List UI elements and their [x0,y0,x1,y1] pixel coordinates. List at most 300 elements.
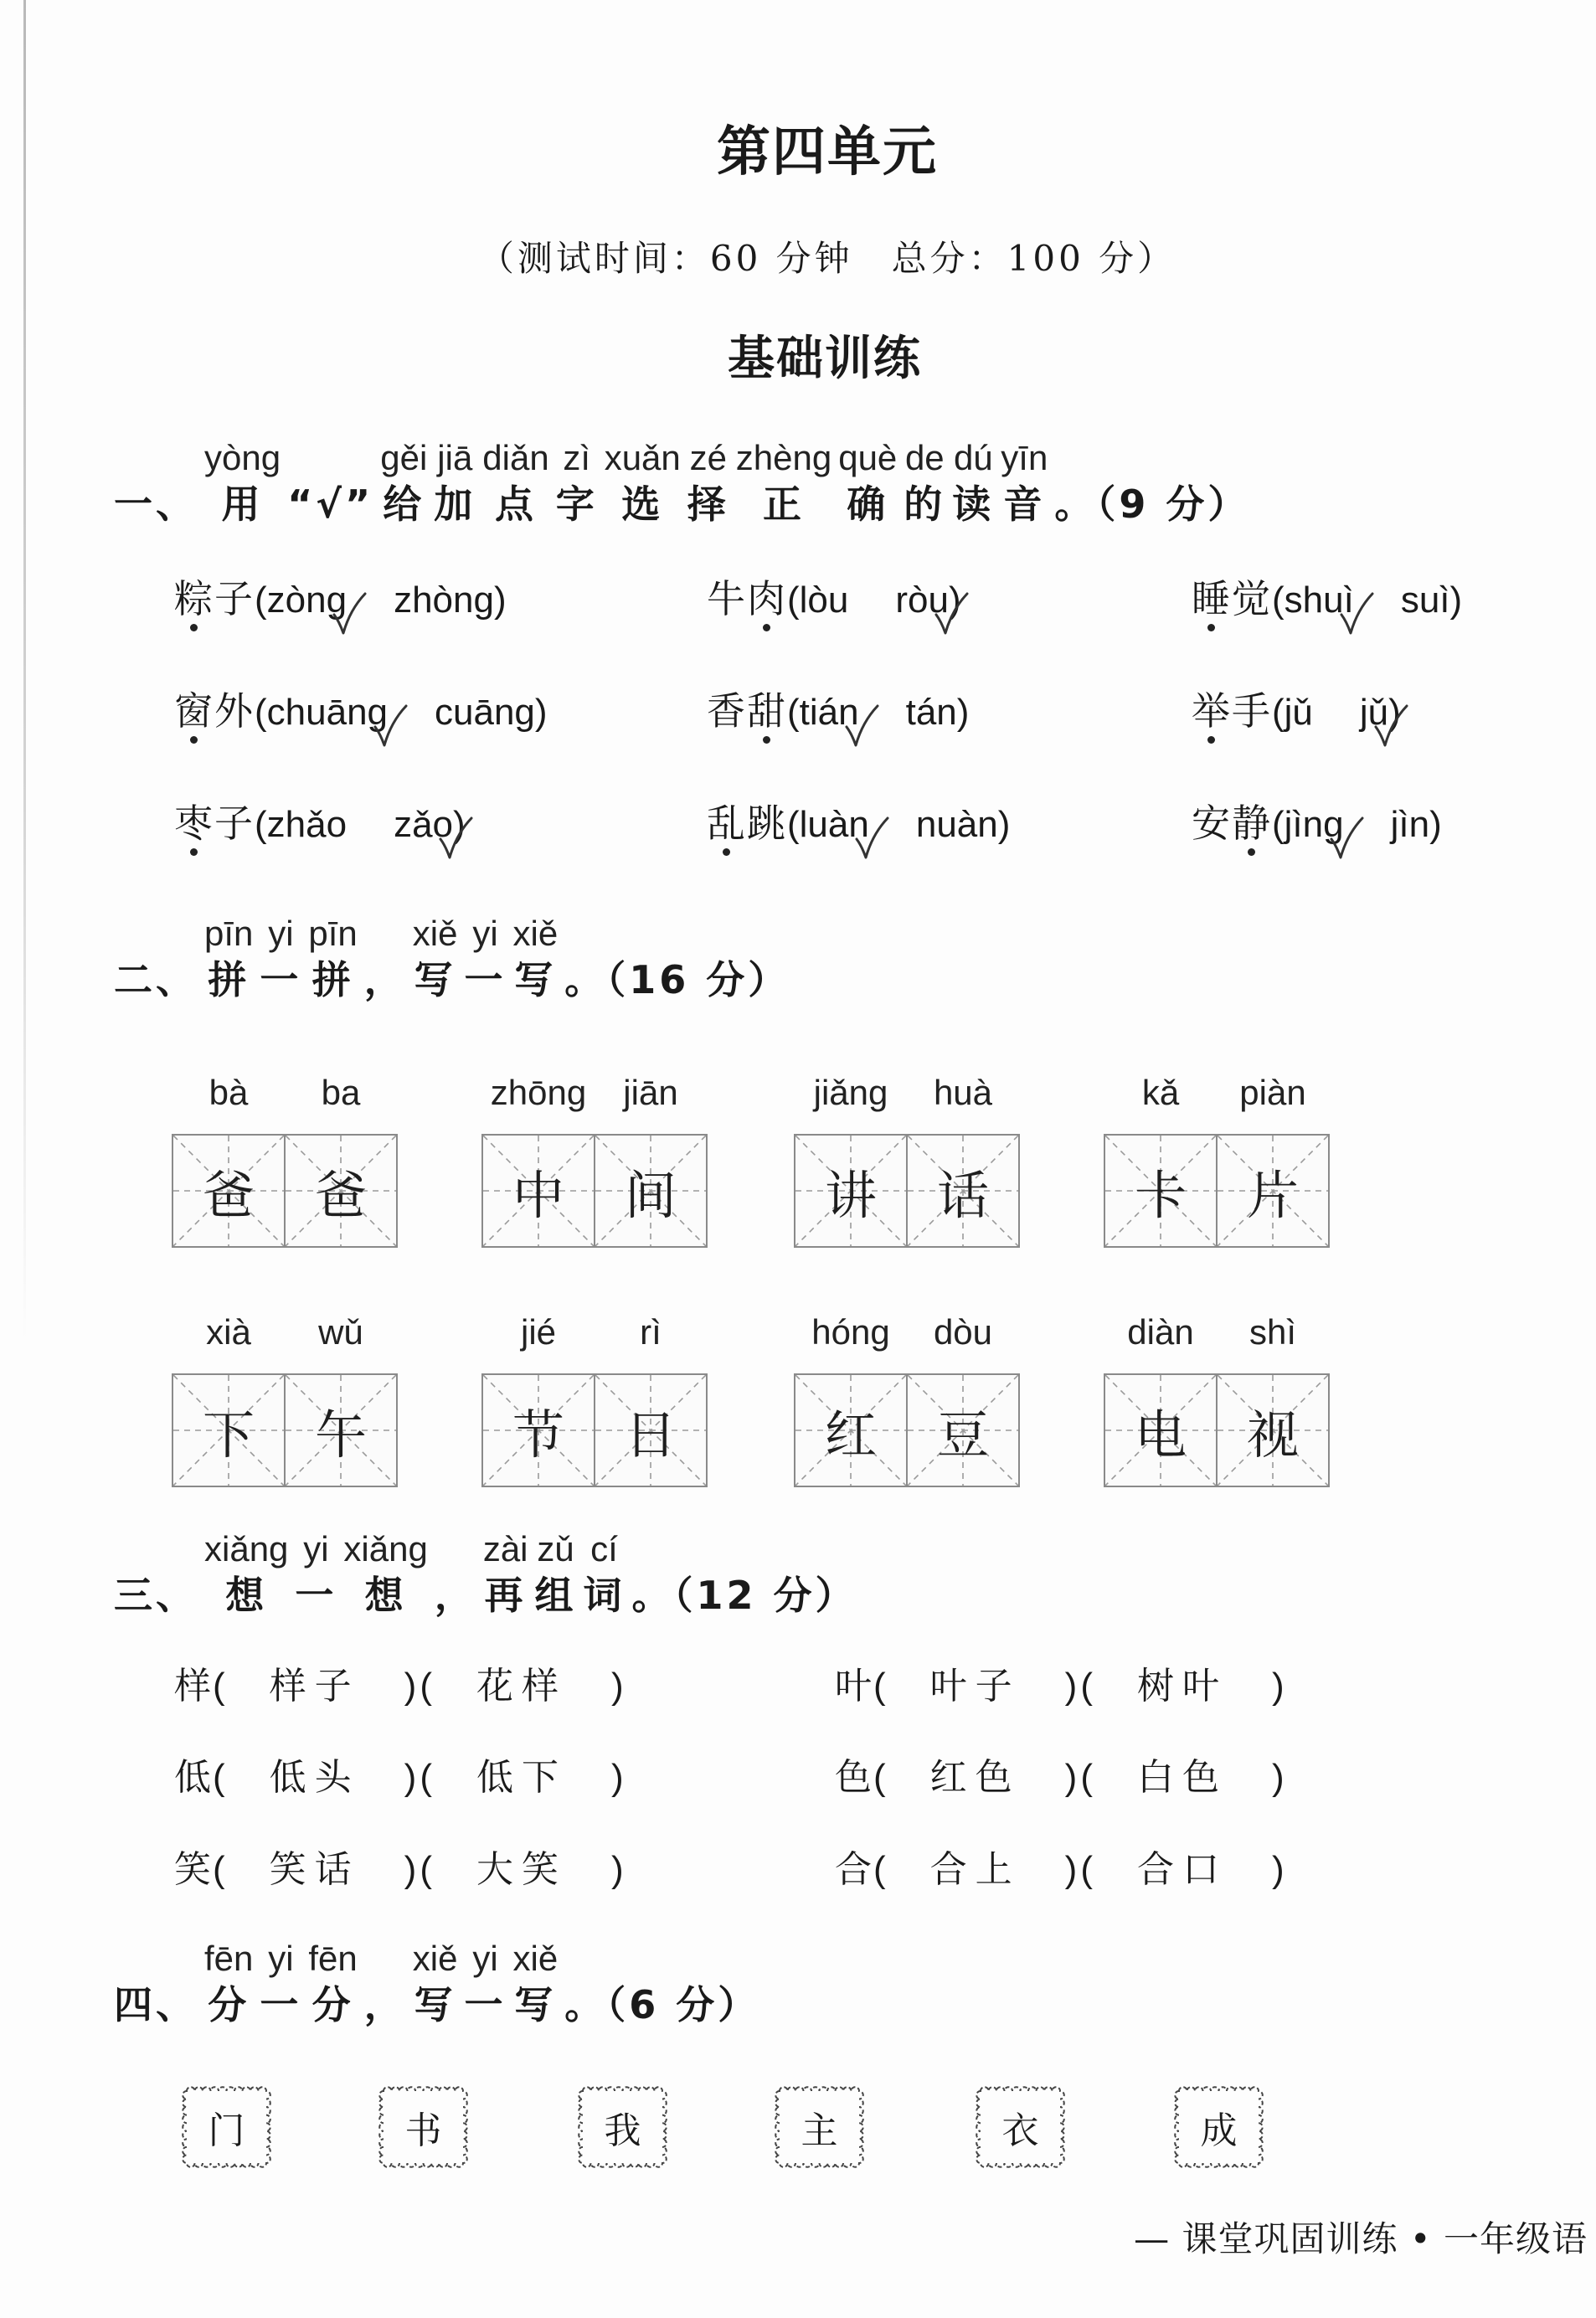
pinyin-option[interactable] [1285,796,1344,854]
heading-segment [835,437,900,529]
pinyin-option-text: jìn [1390,804,1430,845]
grid-cell[interactable] [483,1136,594,1246]
close-paren: ) [610,1757,624,1798]
heading-segment [561,1980,763,2030]
heading-text: 的 [904,482,946,527]
answer-field[interactable]: 花样 [476,1665,567,1708]
heading-pinyin: xiě [512,1939,559,1978]
open-paren: ( [420,1849,432,1890]
heading-segment [479,437,552,529]
word-character: 牛 [707,576,747,621]
heading-pinyin: jiā [437,438,473,477]
check-mark-icon [1373,703,1408,749]
close-paren: ) [1064,1666,1078,1707]
question-3-heading [111,1528,861,1620]
heading-segment [111,1570,201,1620]
reading-item [707,682,969,740]
pinyin-option-text: jǔ [1359,692,1389,733]
character-box [773,2084,866,2170]
heading-text: 正 [763,482,805,527]
pinyin-option[interactable] [267,683,388,742]
heading-pinyin: xiě [412,914,458,953]
heading-segment [580,1528,629,1620]
word-character: 跳 [747,801,787,846]
heading-text: 再 [484,1573,527,1618]
heading-pinyin: xiě [512,914,559,953]
pinyin-option[interactable] [800,683,859,742]
heading-segment [532,1528,580,1620]
open-paren: ( [420,1666,432,1707]
pinyin-option-text: chuāng [266,692,389,733]
heading-segment [284,479,377,529]
pinyin-option-text: zòng [266,580,348,621]
answer-field[interactable]: 红色 [929,1756,1021,1799]
box-character: 成 [1200,2109,1238,2152]
grid-cell[interactable] [906,1136,1018,1246]
grid-cell[interactable] [483,1375,594,1486]
question-4-heading [111,1938,763,2030]
heading-segment [461,1938,509,2030]
grid-character: 下 [202,1404,255,1465]
answer-field[interactable]: 低下 [476,1756,567,1799]
heading-text: 四、 [114,1982,198,2027]
box-character: 衣 [1001,2109,1039,2152]
answer-field[interactable]: 白色 [1136,1756,1228,1799]
heading-segment [201,1528,291,1620]
word-character: 手 [1232,688,1272,734]
grid-pinyin: rì [640,1312,662,1352]
open-paren: ( [1080,1666,1093,1707]
grid-pinyin: piàn [1239,1073,1306,1112]
heading-segment [1051,479,1253,529]
word [707,576,787,621]
open-paren: ( [1080,1849,1093,1890]
heading-segment [361,1980,409,2030]
grid-pinyin: hóng [811,1312,890,1352]
box-character: 门 [208,2109,245,2152]
word [174,801,255,846]
open-paren: ( [1080,1757,1093,1798]
close-paren: ) [1064,1849,1078,1890]
heading-segment [377,437,430,529]
reading-item [174,794,466,853]
grid-pinyin: kǎ [1141,1073,1180,1112]
heading-text: 写 [414,1982,456,2027]
base-character: 笑 [174,1848,211,1891]
close-paren: ) [948,580,961,621]
character-box [180,2084,273,2170]
pinyin-option[interactable] [1285,571,1354,630]
pinyin-option[interactable] [394,571,494,630]
grid-cell[interactable] [906,1375,1018,1486]
grid-cell[interactable] [1216,1136,1328,1246]
heading-segment [509,913,561,1005]
grid-character: 豆 [936,1404,989,1465]
grid-character: 视 [1246,1404,1299,1465]
open-paren: ( [1272,580,1285,621]
pinyin-option[interactable] [394,796,453,854]
heading-text: 二、 [114,957,198,1002]
base-character: 样 [174,1665,211,1708]
base-character: 低 [174,1756,211,1799]
box-character: 主 [801,2109,838,2152]
writing-grid [172,1373,398,1487]
grid-character: 午 [314,1404,367,1465]
word-character: 外 [214,688,255,734]
heading-pinyin: zhèng [735,438,832,477]
grid-character: 片 [1246,1164,1299,1226]
answer-field[interactable]: 笑话 [269,1848,360,1891]
pinyin-option-text: lòu [799,580,849,621]
heading-segment [111,1980,201,2030]
grid-character: 间 [624,1164,677,1226]
heading-text: 想 [225,1573,268,1618]
answer-field[interactable]: 低头 [269,1756,360,1799]
pinyin-option-text: zhǎo [266,804,348,845]
check-mark-icon [1329,816,1364,861]
heading-text: ， [363,957,406,1002]
grid-pinyin: dòu [933,1312,993,1352]
heading-text: 选 [621,482,664,527]
heading-text: 分 [208,1982,250,2027]
close-paren: ) [1064,1757,1078,1798]
grid-cell[interactable] [173,1136,284,1246]
grid-pinyin: huà [933,1073,993,1112]
heading-text: 。（6 分） [564,1982,760,2027]
heading-segment [409,913,461,1005]
writing-grid [481,1134,708,1248]
open-paren: ( [873,1849,886,1890]
pinyin-option-text: shuì [1284,580,1354,621]
pinyin-option[interactable] [1360,683,1388,742]
close-paren: ) [404,1849,417,1890]
pinyin-option-text: nuàn [915,804,998,845]
heading-pinyin: fēn [308,1939,358,1978]
heading-pinyin: xiě [412,1939,458,1978]
pinyin-option-text: suì [1400,580,1450,621]
word-building-item [174,1749,626,1807]
heading-pinyin: yi [268,1939,294,1978]
heading-text: 给 [383,482,425,527]
heading-text: 一 [464,957,507,1002]
pinyin-option[interactable] [435,683,535,742]
heading-pinyin: yi [472,1939,498,1978]
dotted-character: 乱 [707,794,747,853]
answer-field[interactable]: 大笑 [476,1848,567,1891]
box-character: 我 [604,2109,641,2152]
grid-pinyin: ba [321,1073,361,1112]
writing-grid [1104,1373,1330,1487]
heading-segment [201,913,256,1005]
grid-cell[interactable] [1216,1375,1328,1486]
heading-segment [305,913,360,1005]
heading-pinyin: zǔ [537,1529,574,1569]
open-paren: ( [213,1757,225,1798]
heading-segment [733,437,835,529]
heading-text: 一、 [114,482,198,527]
heading-segment [291,1528,340,1620]
close-paren: ) [997,804,1011,845]
pinyin-option[interactable] [267,571,347,630]
close-paren: ) [404,1757,417,1798]
dotted-character: 窗 [174,682,214,740]
pinyin-option[interactable] [916,796,998,854]
heading-pinyin: yīn [1001,438,1048,477]
question-2-heading [111,913,793,1005]
pinyin-option[interactable] [800,571,849,630]
heading-text: 。（9 分） [1054,482,1250,527]
grid-pinyin: wǔ [318,1312,363,1352]
heading-text: 想 [364,1573,407,1618]
answer-field[interactable]: 树叶 [1136,1665,1228,1708]
heading-text: ， [363,1982,406,2027]
heading-text: 词 [583,1573,626,1618]
grid-cell[interactable] [795,1136,906,1246]
heading-text: 写 [414,957,456,1002]
pinyin-option[interactable] [267,796,347,854]
grid-cell[interactable] [594,1375,706,1486]
heading-pinyin: zì [563,438,591,477]
grid-cell[interactable] [173,1375,284,1486]
grid-pinyin: jiān [623,1073,678,1112]
word [1192,801,1272,846]
heading-segment [949,437,997,529]
heading-text: 音 [1003,482,1046,527]
open-paren: ( [255,692,267,733]
heading-segment [340,1528,430,1620]
heading-text: 一 [260,957,302,1002]
check-mark-icon [844,703,879,749]
check-mark-icon [854,816,889,861]
pinyin-option[interactable] [906,683,957,742]
grid-character: 日 [624,1404,677,1465]
grid-pinyin: bà [209,1073,249,1112]
dotted-character: 粽 [174,569,214,628]
open-paren: ( [787,580,800,621]
heading-pinyin: zài [482,1529,528,1569]
grid-cell[interactable] [594,1136,706,1246]
grid-cell[interactable] [284,1375,396,1486]
word-character: 觉 [1232,576,1272,621]
character-box [974,2084,1067,2170]
open-paren: ( [255,580,267,621]
word-character: 安 [1192,801,1232,846]
heading-segment [601,437,684,529]
heading-segment [553,437,601,529]
heading-text: 拼 [208,957,250,1002]
word-building-item [174,1657,626,1716]
heading-text: 点 [495,482,537,527]
page-edge-line [23,0,26,1340]
heading-text: 用 [221,482,264,527]
word-character: 香 [707,688,747,734]
heading-text: 读 [952,482,995,527]
writing-grid [794,1373,1020,1487]
open-paren: ( [255,804,267,845]
open-paren: ( [1272,804,1285,845]
heading-pinyin: pīn [204,914,254,953]
answer-field[interactable]: 样子 [269,1665,360,1708]
answer-field[interactable]: 合上 [929,1848,1021,1891]
pinyin-option[interactable] [1401,571,1450,630]
close-paren: ) [610,1666,624,1707]
check-mark-icon [1339,591,1374,636]
box-character: 书 [404,2109,442,2152]
heading-pinyin: xiǎng [204,1529,289,1569]
grid-cell[interactable] [1105,1136,1216,1246]
heading-segment [509,1938,561,2030]
pinyin-option-text: tián [799,692,859,733]
open-paren: ( [213,1849,225,1890]
writing-grid [172,1134,398,1248]
answer-field[interactable]: 叶子 [929,1665,1021,1708]
heading-segment [256,913,305,1005]
dotted-character: 枣 [174,794,214,853]
word-building-item [835,1657,1286,1716]
heading-pinyin: yi [472,914,498,953]
word [707,688,787,734]
word [174,576,255,621]
open-paren: ( [787,804,800,845]
footer-book-title: — 课堂巩固训练 • 一年级语 [1134,2218,1588,2259]
open-paren: ( [420,1757,432,1798]
grid-character: 爸 [202,1164,255,1226]
dotted-character: 举 [1192,682,1232,740]
check-mark-icon [373,703,408,749]
word-building-item [835,1841,1286,1899]
character-box [377,2084,470,2170]
heading-text: 择 [687,482,729,527]
grid-character: 话 [936,1164,989,1226]
heading-segment [561,955,793,1005]
close-paren: ) [1271,1849,1285,1890]
open-paren: ( [873,1757,886,1798]
word-building-item [835,1749,1286,1807]
heading-text: 字 [555,482,598,527]
heading-pinyin: cí [590,1529,618,1569]
heading-segment [461,913,509,1005]
heading-text: 确 [847,482,889,527]
reading-item [174,569,507,628]
word-building-item [174,1841,626,1899]
dotted-character: 甜 [747,682,787,740]
pinyin-option-text: jǔ [1284,692,1313,733]
heading-segment [201,1938,256,2030]
answer-field[interactable]: 合口 [1136,1848,1228,1891]
heading-pinyin: dú [953,438,993,477]
word-character: 子 [214,576,255,621]
pinyin-option[interactable] [1391,796,1429,854]
heading-pinyin: xiǎng [343,1529,428,1569]
base-character: 叶 [835,1665,872,1708]
heading-text: 写 [514,957,557,1002]
close-paren: ) [534,692,548,733]
close-paren: ) [404,1666,417,1707]
heading-text: ， [434,1573,476,1618]
grid-character: 电 [1134,1404,1187,1465]
heading-text: 加 [434,482,476,527]
pinyin-option-text: cuāng [435,692,535,733]
pinyin-option[interactable] [895,571,949,630]
close-paren: ) [1271,1666,1285,1707]
grid-pinyin: zhōng [490,1073,587,1112]
heading-text: 组 [534,1573,577,1618]
heading-segment [629,1570,861,1620]
word-character: 子 [214,801,255,846]
character-box [1172,2084,1265,2170]
heading-text: 分 [311,1982,354,2027]
check-mark-icon [438,816,473,861]
base-character: 色 [835,1756,872,1799]
heading-segment [111,479,201,529]
pinyin-option[interactable] [1285,683,1313,742]
heading-text: 写 [514,1982,557,2027]
close-paren: ) [1271,1757,1285,1798]
heading-segment [409,1938,461,2030]
reading-item [1192,569,1462,628]
heading-pinyin: diǎn [482,438,549,477]
grid-pinyin: xià [206,1312,251,1352]
grid-character: 中 [512,1164,564,1226]
heading-segment [256,1938,305,2030]
word [174,688,255,734]
grid-character: 卡 [1134,1164,1187,1226]
heading-pinyin: yi [268,914,294,953]
close-paren: ) [1388,692,1401,733]
heading-text: 。（16 分） [564,957,790,1002]
close-paren: ) [1449,580,1463,621]
grid-pinyin: jié [520,1312,557,1352]
heading-pinyin: zé [689,438,727,477]
open-paren: ( [1272,692,1285,733]
heading-pinyin: fēn [204,1939,254,1978]
writing-grid [481,1373,708,1487]
pinyin-option-text: luàn [799,804,869,845]
pinyin-option-text: zhòng [394,580,494,621]
word [1192,688,1272,734]
pinyin-option-text: zǎo [394,804,454,845]
heading-pinyin: què [838,438,898,477]
word [707,801,787,846]
check-mark-icon [934,591,969,636]
grid-character: 红 [824,1404,877,1465]
heading-segment [431,1570,480,1620]
heading-pinyin: gěi [380,438,428,477]
reading-item [707,569,961,628]
heading-text: 一 [464,1982,507,2027]
heading-text: 三、 [114,1573,198,1618]
word [1192,576,1272,621]
grid-pinyin: jiǎng [813,1073,888,1112]
heading-segment [480,1528,532,1620]
grid-cell[interactable] [284,1136,396,1246]
heading-text: “√” [287,482,374,527]
heading-segment [305,1938,360,2030]
heading-segment [201,437,284,529]
grid-cell[interactable] [795,1375,906,1486]
pinyin-option-text: jìng [1284,804,1344,845]
pinyin-option[interactable] [800,796,869,854]
open-paren: ( [873,1666,886,1707]
close-paren: ) [956,692,970,733]
heading-segment [997,437,1051,529]
pinyin-option-text: ròu [895,580,949,621]
heading-text: 。（12 分） [631,1573,857,1618]
heading-segment [900,437,949,529]
grid-cell[interactable] [1105,1375,1216,1486]
dotted-character: 肉 [747,569,787,628]
base-character: 合 [835,1848,872,1891]
